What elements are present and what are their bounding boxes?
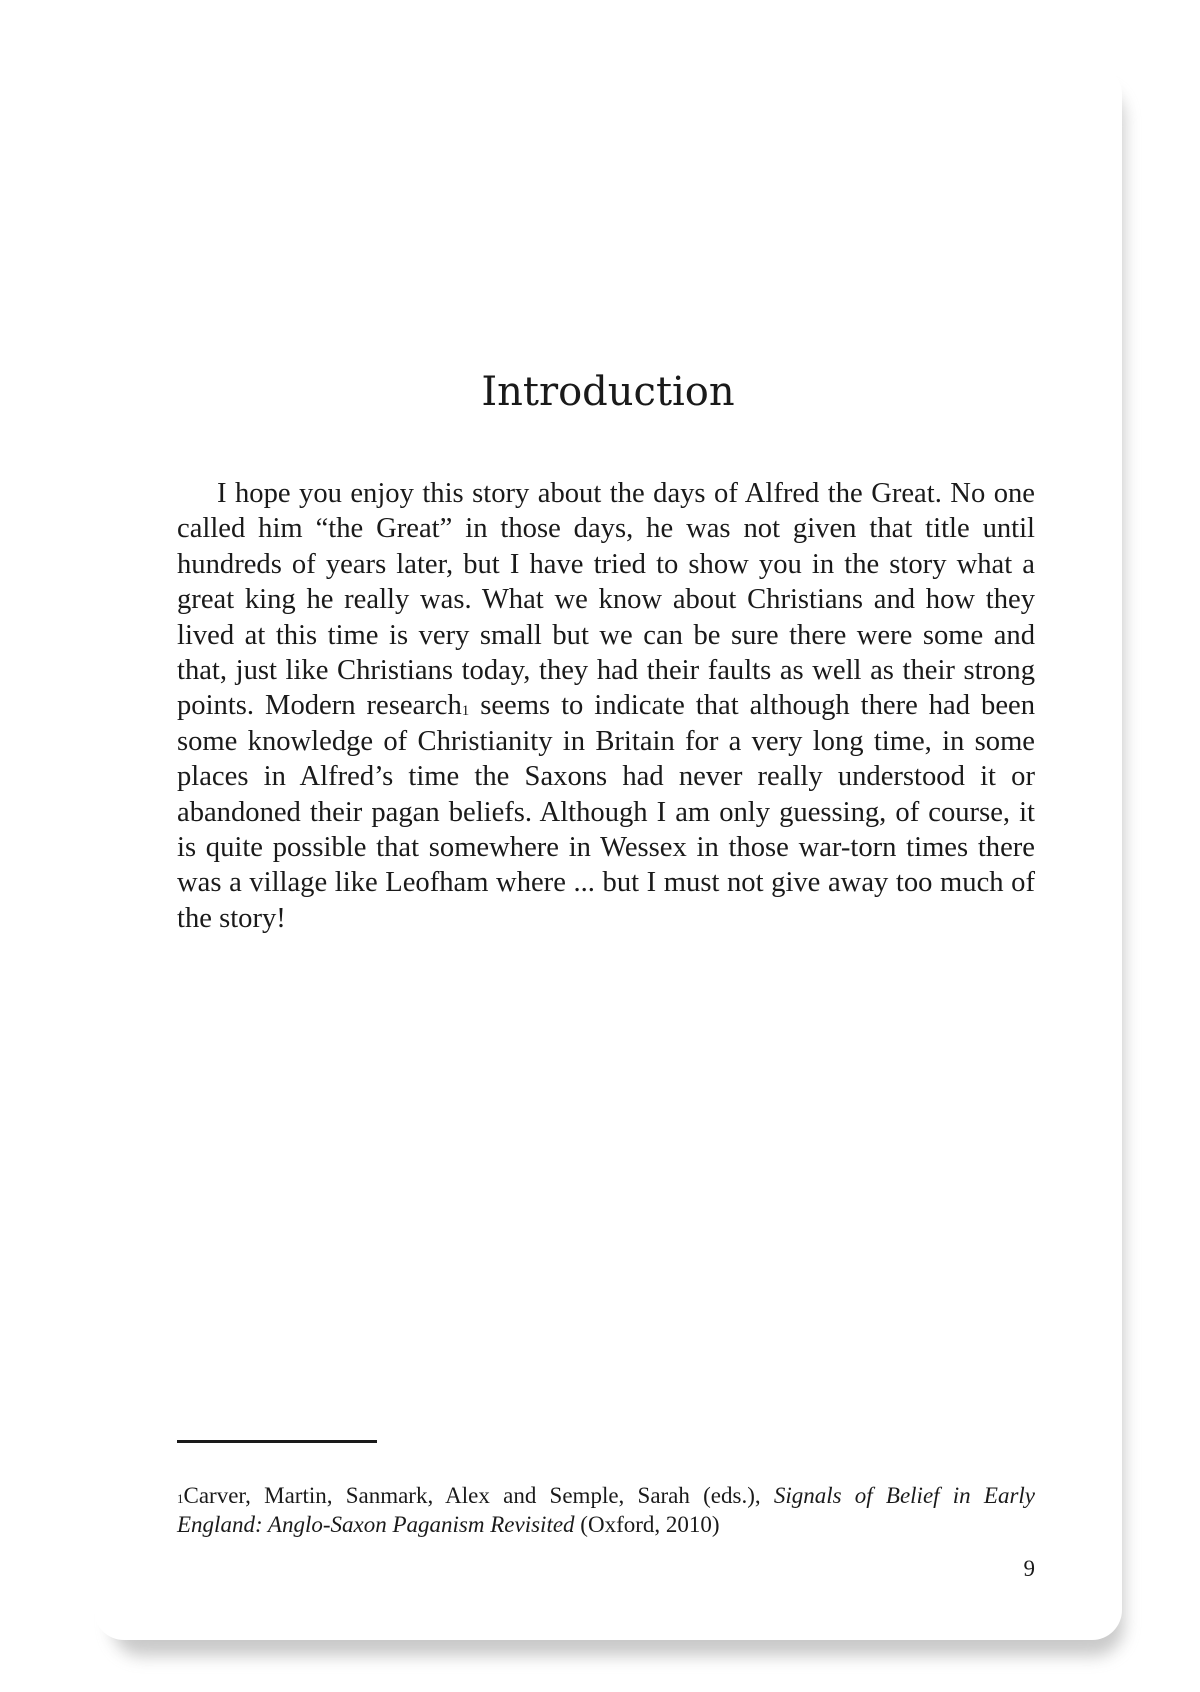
intro-paragraph-part1: I hope you enjoy this story about the days of Alfred the Great. No one called him “the Great” in those days, he was not given that title until hundreds of years later, but I have tried to show you in the story what a great king he really was. What we know about Christians and how they lived at this time is very small but we can be sure there were some and that, just like Christians today, they had their faults as well as their strong points. Modern research: [177, 478, 1035, 722]
intro-paragraph: [177, 476, 1035, 936]
footnote: [177, 1481, 1035, 1539]
intro-paragraph-part2: seems to indicate that although there had been some knowledge of Christianity in Britain for a very long time, in some places in Alfred’s time the Saxons had never really understood it or abandoned their pagan beliefs. Although I am only guessing, of course, it is quite possible that somewhere in Wessex in those war-torn times there was a village like Leofham where ... but I must not give away too much of the story!: [177, 690, 1035, 934]
page-number: 9: [1023, 1556, 1035, 1581]
book-page: [94, 64, 1122, 1640]
footnote-publication: (Oxford, 2010): [574, 1512, 720, 1537]
chapter-title: Introduction: [481, 369, 735, 415]
footnote-authors: Carver, Martin, Sanmark, Alex and Semple, Sarah (eds.),: [183, 1483, 774, 1508]
footnote-reference[interactable]: 1: [461, 703, 470, 720]
footnote-number: 1: [177, 1491, 184, 1506]
footnote-book-title: Signals of Belief in Early England: Anglo-Saxon Paganism Revisited: [177, 1483, 1035, 1537]
footnote-divider: [177, 1440, 377, 1443]
